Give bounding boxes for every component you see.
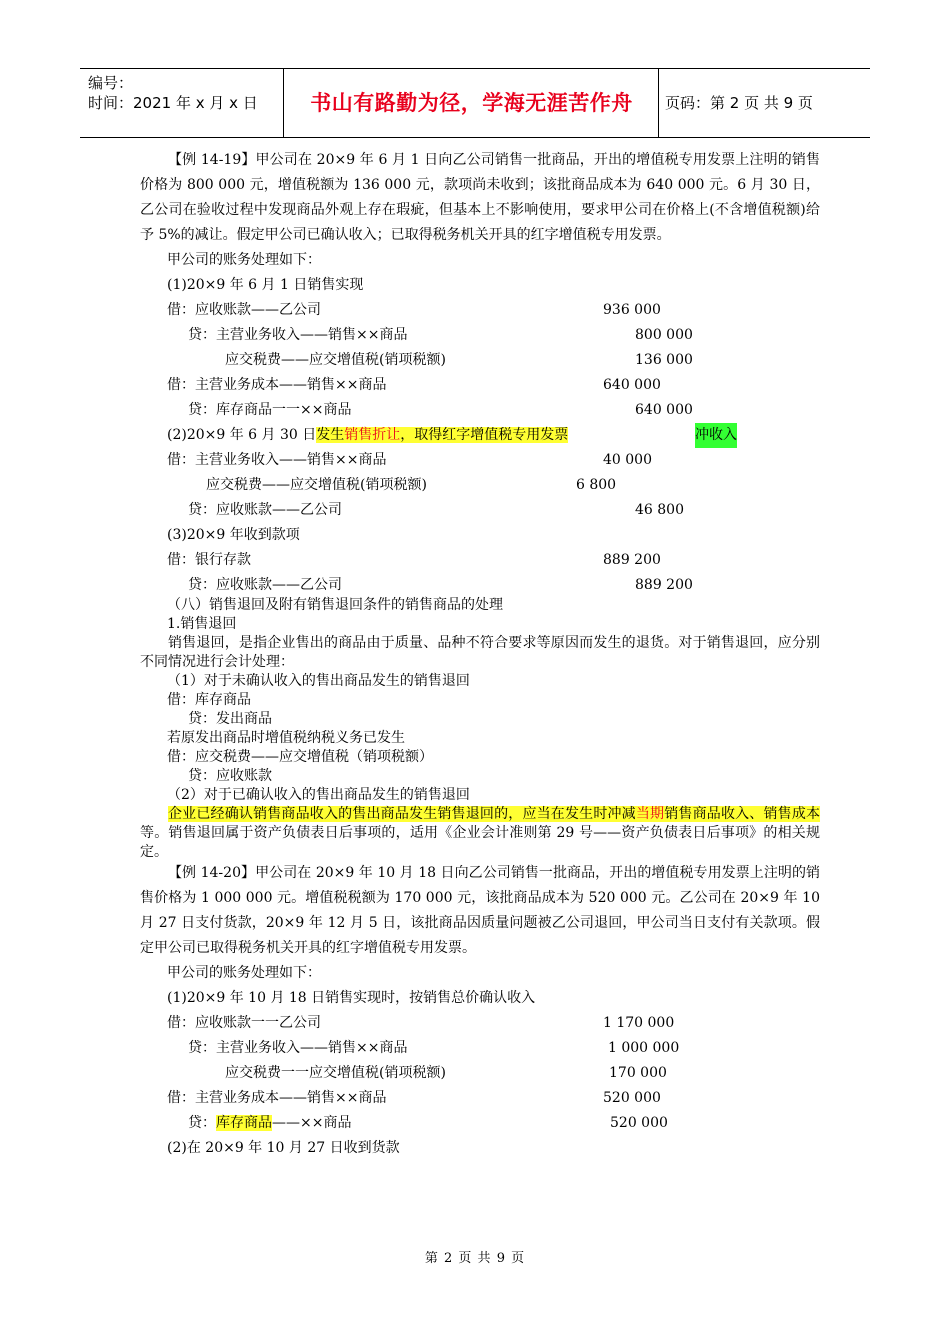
journal-entry-line: 借：主营业务成本——销售××商品 520 000 [167, 1086, 820, 1111]
header-motto: 书山有路勤为径，学海无涯苦作舟 [310, 91, 633, 115]
journal-entry-line: 借：应交税费——应交增值税（销项税额） [167, 749, 433, 765]
credit-amount: 136 000 [635, 352, 693, 368]
section-paragraph: 销售退回，是指企业售出的商品由于质量、品种不符合要求等原因而发生的退货。对于销售退回，应分别不同情况进行会计处理： [140, 635, 820, 670]
journal-entry-line: 应交税费——应交增值税(销项税额) 6 800 [206, 473, 820, 498]
highlight-red-text: 销售折让 [344, 427, 401, 443]
credit-amount: 46 800 [635, 502, 684, 518]
ex19-step3: (3)20×9 年收到款项 [167, 527, 300, 543]
journal-entry-line: 借：应收账款——乙公司 936 000 [167, 298, 820, 323]
ex20-intro: 甲公司的账务处理如下： [167, 965, 321, 981]
header-page-info: 页码：第 2 页 共 9 页 [665, 94, 813, 112]
journal-entry-line: 应交税费——应交增值税(销项税额) 136 000 [225, 348, 820, 373]
margin-note: 冲收入 [695, 423, 737, 448]
debit-amount: 640 000 [603, 377, 661, 393]
credit-amount: 520 000 [610, 1115, 668, 1131]
highlight-text: 发生 [316, 427, 345, 443]
journal-entry-line: 贷：主营业务收入——销售××商品 800 000 [188, 323, 820, 348]
credit-amount: 800 000 [635, 327, 693, 343]
subsection-title: 1.销售退回 [167, 616, 237, 632]
example-14-20-paragraph: 【例 14-20】甲公司在 20×9 年 10 月 18 日向乙公司销售一批商品，开出的增值税专用发票上注明的销售价格为 1 000 000 元。增值税税额为 170 000 元，该批商品成本为 520 000 元。乙公司在 20×9 年 10 月 27 日支付货款，20×9 年 12 月 5 日，该批商品因质量问题被乙公司退回，甲公司当日支付有关款项。假定甲公司已取得税务机关开具的红字增值税专用发票。 [140, 865, 820, 956]
case-note: 若原发出商品时增值税纳税义务已发生 [167, 730, 405, 746]
journal-entry-line: 借：银行存款 889 200 [167, 548, 820, 573]
page-header [80, 68, 870, 138]
journal-entry-line: 借：库存商品 [167, 692, 251, 708]
ex20-step1: (1)20×9 年 10 月 18 日销售实现时，按销售总价确认收入 [167, 990, 536, 1006]
journal-entry-line: 贷：应收账款 [188, 768, 272, 784]
debit-amount: 40 000 [603, 452, 652, 468]
example-14-19-paragraph: 【例 14-19】甲公司在 20×9 年 6 月 1 日向乙公司销售一批商品，开出的增值税专用发票上注明的销售价格为 800 000 元，增值税额为 136 000 元，款项尚未收到；该批商品成本为 640 000 元。6 月 30 日，乙公司在验收过程中发现商品外观上存在瑕疵，但基本上不影响使用，要求甲公司在价格上(不含增值税额)给予 5%的减让。假定甲公司已确认收入；已取得税务机关开具的红字增值税专用发票。 [140, 152, 820, 243]
highlight-text: 库存商品 [216, 1115, 272, 1131]
debit-amount: 1 170 000 [603, 1015, 675, 1031]
doc-number-label: 编号： [88, 74, 134, 92]
journal-entry-line: 贷：应收账款——乙公司 889 200 [188, 573, 820, 598]
journal-entry-line: 借：主营业务收入——销售××商品 40 000 [167, 448, 820, 473]
credit-amount: 640 000 [635, 402, 693, 418]
journal-entry-line: 贷：应收账款——乙公司 46 800 [188, 498, 820, 523]
credit-amount: 889 200 [635, 577, 693, 593]
ex20-step2: (2)在 20×9 年 10 月 27 日收到货款 [167, 1140, 400, 1156]
ex19-intro: 甲公司的账务处理如下： [167, 252, 321, 268]
highlight-text: 销售商品收入、销售成本 [664, 806, 821, 822]
highlight-red-text: 当期 [635, 806, 665, 822]
highlight-text: ，取得红字增值税专用发票 [400, 427, 569, 443]
highlight-text: 企业已经确认销售商品收入的售出商品发生销售退回的，应当在发生时冲减 [168, 806, 636, 822]
header-left [88, 73, 258, 113]
debit-amount: 889 200 [603, 552, 661, 568]
section-title: （八）销售退回及附有销售退回条件的销售商品的处理 [167, 597, 503, 613]
ex19-step1: (1)20×9 年 6 月 1 日销售实现 [167, 277, 364, 293]
journal-entry-line: 借：应收账款一一乙公司 1 170 000 [167, 1011, 820, 1036]
journal-entry-line: 贷：发出商品 [188, 711, 272, 727]
case-heading: （2）对于已确认收入的售出商品发生的销售退回 [167, 787, 470, 803]
debit-amount: 520 000 [603, 1090, 661, 1106]
debit-amount: 6 800 [576, 477, 617, 493]
page-footer: 第 2 页 共 9 页 [424, 1251, 526, 1266]
journal-entry-line: 应交税费一一应交增值税(销项税额) 170 000 [225, 1061, 820, 1086]
credit-amount: 170 000 [609, 1065, 667, 1081]
document-body [140, 148, 820, 1161]
journal-entry-line: 贷：库存商品——××商品 520 000 [188, 1111, 820, 1136]
debit-amount: 936 000 [603, 302, 661, 318]
journal-entry-line: 贷：库存商品一一××商品 640 000 [188, 398, 820, 423]
ex19-step2: (2)20×9 年 6 月 30 日发生销售折让，取得红字增值税专用发票 冲收入 [167, 423, 820, 448]
header-divider [283, 69, 284, 137]
journal-entry-line: 贷：主营业务收入——销售××商品 1 000 000 [188, 1036, 820, 1061]
section-paragraph-highlighted: 企业已经确认销售商品收入的售出商品发生销售退回的，应当在发生时冲减当期销售商品收入、销售成本等。销售退回属于资产负债表日后事项的，适用《企业会计准则第 29 号——资产负债表日后事项》的相关规定。 [140, 806, 821, 860]
header-divider [658, 69, 659, 137]
credit-amount: 1 000 000 [608, 1040, 680, 1056]
journal-entry-line: 借：主营业务成本——销售××商品 640 000 [167, 373, 820, 398]
case-heading: （1）对于未确认收入的售出商品发生的销售退回 [167, 673, 470, 689]
doc-time-label: 时间：2021 年 x 月 x 日 [88, 94, 258, 112]
